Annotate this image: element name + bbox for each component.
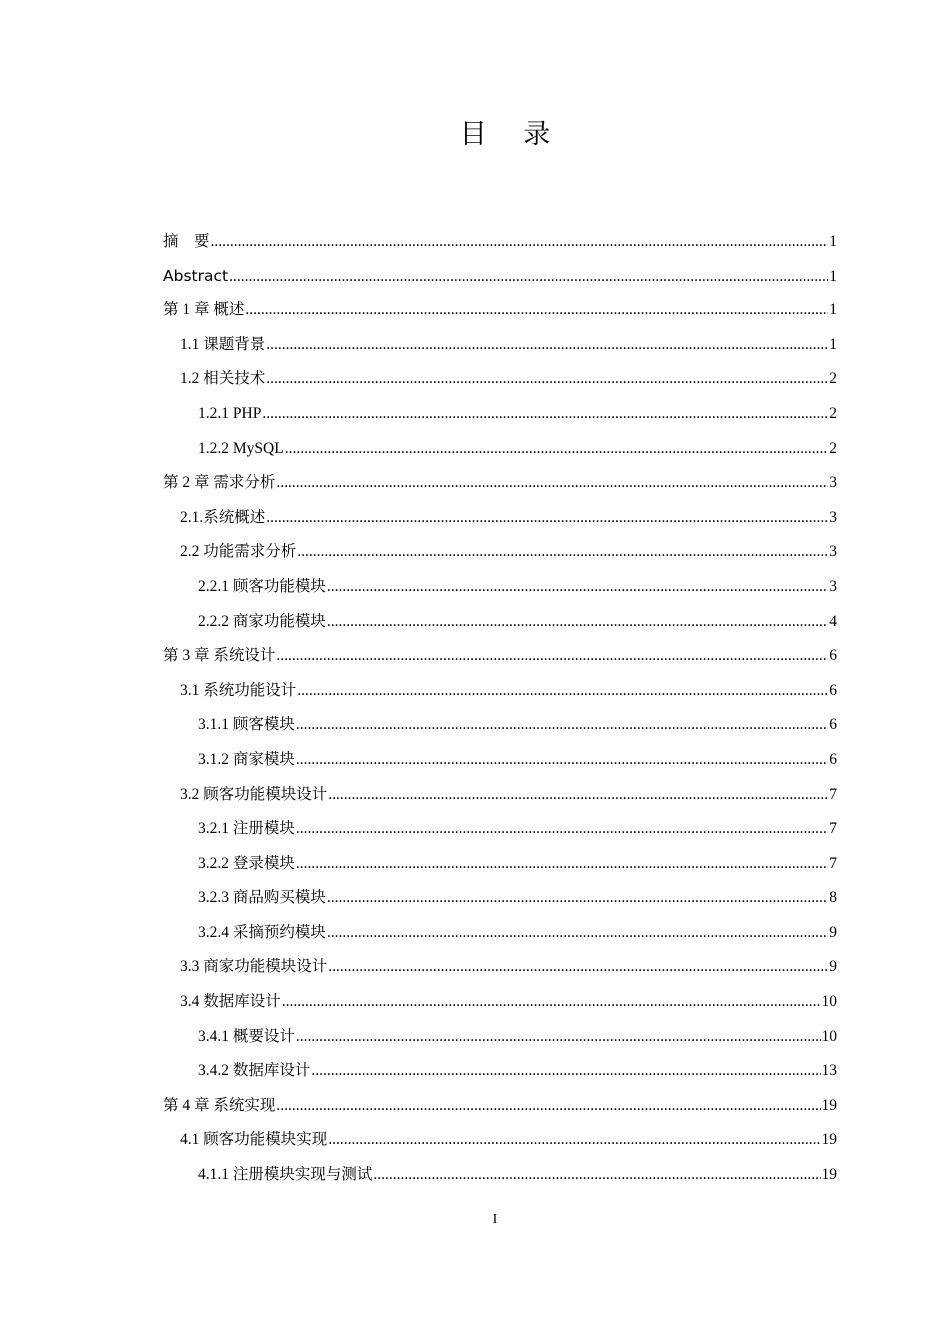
toc-entry[interactable] xyxy=(163,570,837,605)
toc-entry-page: 9 xyxy=(829,958,837,976)
toc-entry-title: 第 3 章 系统设计 xyxy=(163,647,276,665)
dot-leader xyxy=(296,708,828,743)
toc-entry-title: Abstract xyxy=(163,266,229,285)
toc-entry[interactable] xyxy=(163,950,837,985)
toc-entry[interactable] xyxy=(163,847,837,882)
toc-entry[interactable] xyxy=(163,259,837,294)
dot-leader xyxy=(327,916,828,951)
toc-entry-title: 3.2.1 注册模块 xyxy=(198,820,295,838)
page-number: I xyxy=(492,1212,498,1227)
dot-leader xyxy=(282,985,821,1020)
toc-entry[interactable] xyxy=(163,916,837,951)
toc-entry-page: 3 xyxy=(829,474,837,492)
dot-leader xyxy=(297,674,828,709)
toc-entry-title: 第 4 章 系统实现 xyxy=(163,1096,276,1114)
toc-entry-title: 3.3 商家功能模块设计 xyxy=(180,958,328,976)
toc-entry-page: 1 xyxy=(829,301,837,319)
toc-entry[interactable] xyxy=(163,293,837,328)
dot-leader xyxy=(296,1020,821,1055)
toc-entry[interactable] xyxy=(163,743,837,778)
toc-entry-title: 2.2.2 商家功能模块 xyxy=(198,612,326,630)
toc-entry[interactable] xyxy=(163,362,837,397)
toc-entry-page: 10 xyxy=(821,993,837,1011)
toc-entry-page: 3 xyxy=(829,577,837,595)
toc-entry-title: 4.1 顾客功能模块实现 xyxy=(180,1131,328,1149)
dot-leader xyxy=(276,639,828,674)
dot-leader xyxy=(327,570,828,605)
toc-entry[interactable] xyxy=(163,535,837,570)
toc-entry-title: 1.2 相关技术 xyxy=(180,370,266,388)
dot-leader xyxy=(266,501,828,536)
toc-entry-title: 1.2.1 PHP xyxy=(198,404,262,422)
dot-leader xyxy=(296,743,828,778)
toc-entry-page: 3 xyxy=(829,543,837,561)
dot-leader xyxy=(229,260,828,295)
dot-leader xyxy=(245,293,828,328)
toc-entry-title: 摘 要 xyxy=(163,232,210,250)
toc-entry-title: 第 1 章 概述 xyxy=(163,301,245,319)
page-title: 目 录 xyxy=(459,119,565,150)
dot-leader xyxy=(276,1089,820,1124)
toc-entry-title: 3.2.4 采摘预约模块 xyxy=(198,923,326,941)
toc-entry[interactable] xyxy=(163,501,837,536)
toc-entry[interactable] xyxy=(163,778,837,813)
toc-entry[interactable] xyxy=(163,605,837,640)
toc-entry[interactable] xyxy=(163,985,837,1020)
dot-leader xyxy=(211,225,829,260)
toc-entry[interactable] xyxy=(163,328,837,363)
toc-entry-page: 6 xyxy=(829,750,837,768)
toc-entry[interactable] xyxy=(163,881,837,916)
toc-entry-title: 2.2.1 顾客功能模块 xyxy=(198,577,326,595)
dot-leader xyxy=(373,1158,820,1193)
toc-entry-title: 第 2 章 需求分析 xyxy=(163,474,276,492)
dot-leader xyxy=(328,778,828,813)
toc-entry-page: 2 xyxy=(829,370,837,388)
toc-entry[interactable] xyxy=(163,1158,837,1193)
toc-entry-title: 3.4.1 概要设计 xyxy=(198,1027,295,1045)
dot-leader xyxy=(296,812,828,847)
toc-entry-page: 1 xyxy=(829,267,837,285)
dot-leader xyxy=(327,605,828,640)
toc-entry-title: 3.2.2 登录模块 xyxy=(198,854,295,872)
dot-leader xyxy=(276,466,828,501)
toc-entry[interactable] xyxy=(163,466,837,501)
toc-entry-page: 2 xyxy=(829,404,837,422)
toc-entry-title: 4.1.1 注册模块实现与测试 xyxy=(198,1166,373,1184)
toc-entry-page: 19 xyxy=(821,1166,837,1184)
toc-entry-page: 2 xyxy=(829,439,837,457)
toc-entry-page: 13 xyxy=(821,1062,837,1080)
toc-entry[interactable] xyxy=(163,639,837,674)
toc-entry-page: 1 xyxy=(829,335,837,353)
toc-entry-title: 3.1.1 顾客模块 xyxy=(198,716,295,734)
toc-entry-page: 10 xyxy=(821,1027,837,1045)
toc-entry-page: 7 xyxy=(829,820,837,838)
dot-leader xyxy=(328,1123,820,1158)
dot-leader xyxy=(266,362,828,397)
toc-entry-title: 3.1 系统功能设计 xyxy=(180,681,297,699)
toc-entry[interactable] xyxy=(163,708,837,743)
toc-entry[interactable] xyxy=(163,397,837,432)
toc-entry[interactable] xyxy=(163,1054,837,1089)
toc-entry-title: 3.2 顾客功能模块设计 xyxy=(180,785,328,803)
toc-entry[interactable] xyxy=(163,224,837,259)
toc-entry-page: 7 xyxy=(829,785,837,803)
toc-entry-title: 1.1 课题背景 xyxy=(180,335,266,353)
table-of-contents xyxy=(163,224,837,1193)
toc-entry[interactable] xyxy=(163,674,837,709)
toc-entry-page: 19 xyxy=(821,1131,837,1149)
toc-entry-page: 1 xyxy=(829,233,837,250)
toc-entry-page: 8 xyxy=(829,889,837,907)
toc-entry-title: 3.1.2 商家模块 xyxy=(198,750,295,768)
dot-leader xyxy=(327,881,828,916)
toc-entry-page: 9 xyxy=(829,923,837,941)
toc-entry-title: 2.2 功能需求分析 xyxy=(180,543,297,561)
dot-leader xyxy=(296,847,828,882)
toc-entry[interactable] xyxy=(163,1089,837,1124)
toc-entry-page: 7 xyxy=(829,854,837,872)
toc-entry-page: 19 xyxy=(821,1096,837,1114)
toc-entry[interactable] xyxy=(163,812,837,847)
toc-entry-page: 4 xyxy=(829,612,837,630)
toc-entry-title: 1.2.2 MySQL xyxy=(198,439,284,457)
toc-entry-page: 3 xyxy=(829,508,837,526)
toc-entry-title: 3.4.2 数据库设计 xyxy=(198,1062,311,1080)
dot-leader xyxy=(266,328,828,363)
toc-entry[interactable] xyxy=(163,1020,837,1055)
dot-leader xyxy=(262,397,828,432)
toc-entry-title: 3.2.3 商品购买模块 xyxy=(198,889,326,907)
dot-leader xyxy=(297,535,828,570)
toc-entry-page: 6 xyxy=(829,681,837,699)
toc-entry-title: 2.1.系统概述 xyxy=(180,508,266,526)
dot-leader xyxy=(328,950,828,985)
toc-entry[interactable] xyxy=(163,432,837,467)
dot-leader xyxy=(311,1054,820,1089)
dot-leader xyxy=(285,432,829,467)
toc-entry[interactable] xyxy=(163,1123,837,1158)
toc-entry-title: 3.4 数据库设计 xyxy=(180,993,281,1011)
toc-entry-page: 6 xyxy=(829,647,837,665)
toc-entry-page: 6 xyxy=(829,716,837,734)
